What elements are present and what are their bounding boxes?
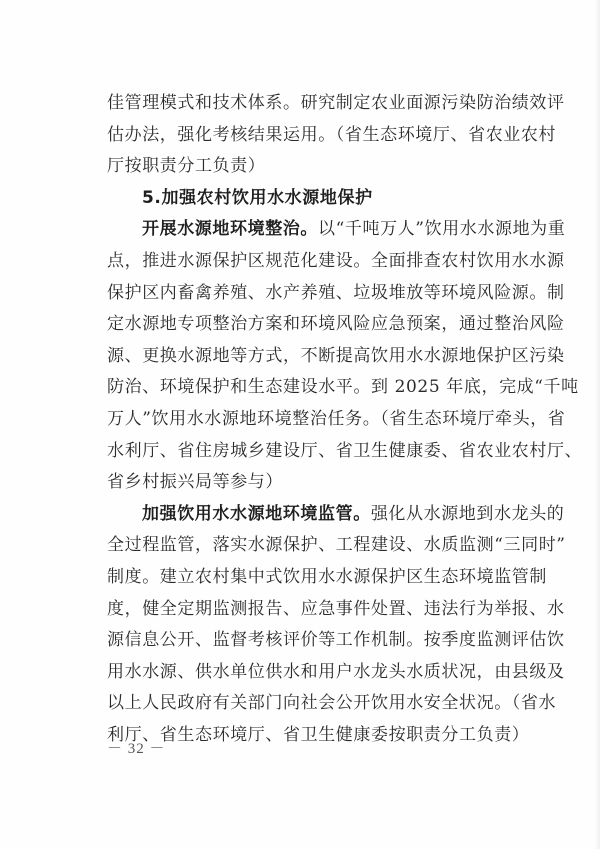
- paragraph-1-first-line-rest: 以“千吨万人”饮用水水源地为重: [318, 219, 566, 240]
- paragraph-2-line: 源信息公开、监督考核评价等工作机制。按季度监测评估饮: [107, 630, 565, 651]
- document-body: [107, 88, 583, 751]
- page-number: － 32 －: [107, 741, 166, 757]
- paragraph-1-line: 防治、环境保护和生态建设水平。到 2025 年底，完成“千吨: [107, 377, 579, 398]
- paragraph-2-line: 全过程监管，落实水源保护、工程建设、水质监测“三同时”: [107, 535, 566, 556]
- paragraph-2-first-line: [107, 499, 565, 531]
- paragraph-1-line: 保护区内畜禽养殖、水产养殖、垃圾堆放等环境风险源。制: [107, 282, 565, 303]
- paragraph-1-line: 省乡村振兴局等参与）: [107, 472, 283, 493]
- paragraph-1-line: 源、更换水源地等方式，不断提高饮用水水源地保护区污染: [107, 345, 565, 366]
- section-heading: 5.加强农村饮用水水源地保护: [142, 187, 373, 208]
- paragraph-2-line: 制度。建立农村集中式饮用水水源保护区生态环境监管制: [107, 566, 547, 587]
- paragraph-1-lead: 开展水源地环境整治。: [142, 219, 318, 240]
- continuation-line: 估办法，强化考核结果运用。（省生态环境厅、省农业农村: [107, 124, 557, 145]
- paragraph-1-line: 点，推进水源保护区规范化建设。全面排查农村饮用水水源: [107, 250, 565, 271]
- paragraph-1-line: 万人”饮用水水源地环境整治任务。（省生态环境厅牵头，省: [107, 408, 566, 429]
- page-edge-shadow: [594, 0, 600, 849]
- paragraph-2-line: 用水水源、供水单位供水和用户水龙头水质状况，由县级及: [107, 661, 565, 682]
- paragraph-2-line: 度，健全定期监测报告、应急事件处置、违法行为举报、水: [107, 598, 565, 619]
- continuation-line: 厅按职责分工负责）: [107, 156, 266, 177]
- paragraph-2-lead: 加强饮用水水源地环境监管。: [142, 503, 371, 524]
- paragraph-1-line: 定水源地专项整治方案和环境风险应急预案，通过整治风险: [107, 314, 565, 335]
- paragraph-2-line: 以上人民政府有关部门向社会公开饮用水安全状况。（省水: [107, 693, 557, 714]
- paragraph-2-first-line-rest: 强化从水源地到水龙头的: [370, 503, 565, 524]
- paragraph-2-line: 利厅、省生态环境厅、省卫生健康委按职责分工负责）: [107, 724, 530, 745]
- paragraph-1-line: 水利厅、省住房城乡建设厅、省卫生健康委、省农业农村厅、: [107, 440, 583, 461]
- paragraph-1-first-line: [107, 214, 566, 246]
- continuation-line: 佳管理模式和技术体系。研究制定农业面源污染防治绩效评: [107, 93, 565, 113]
